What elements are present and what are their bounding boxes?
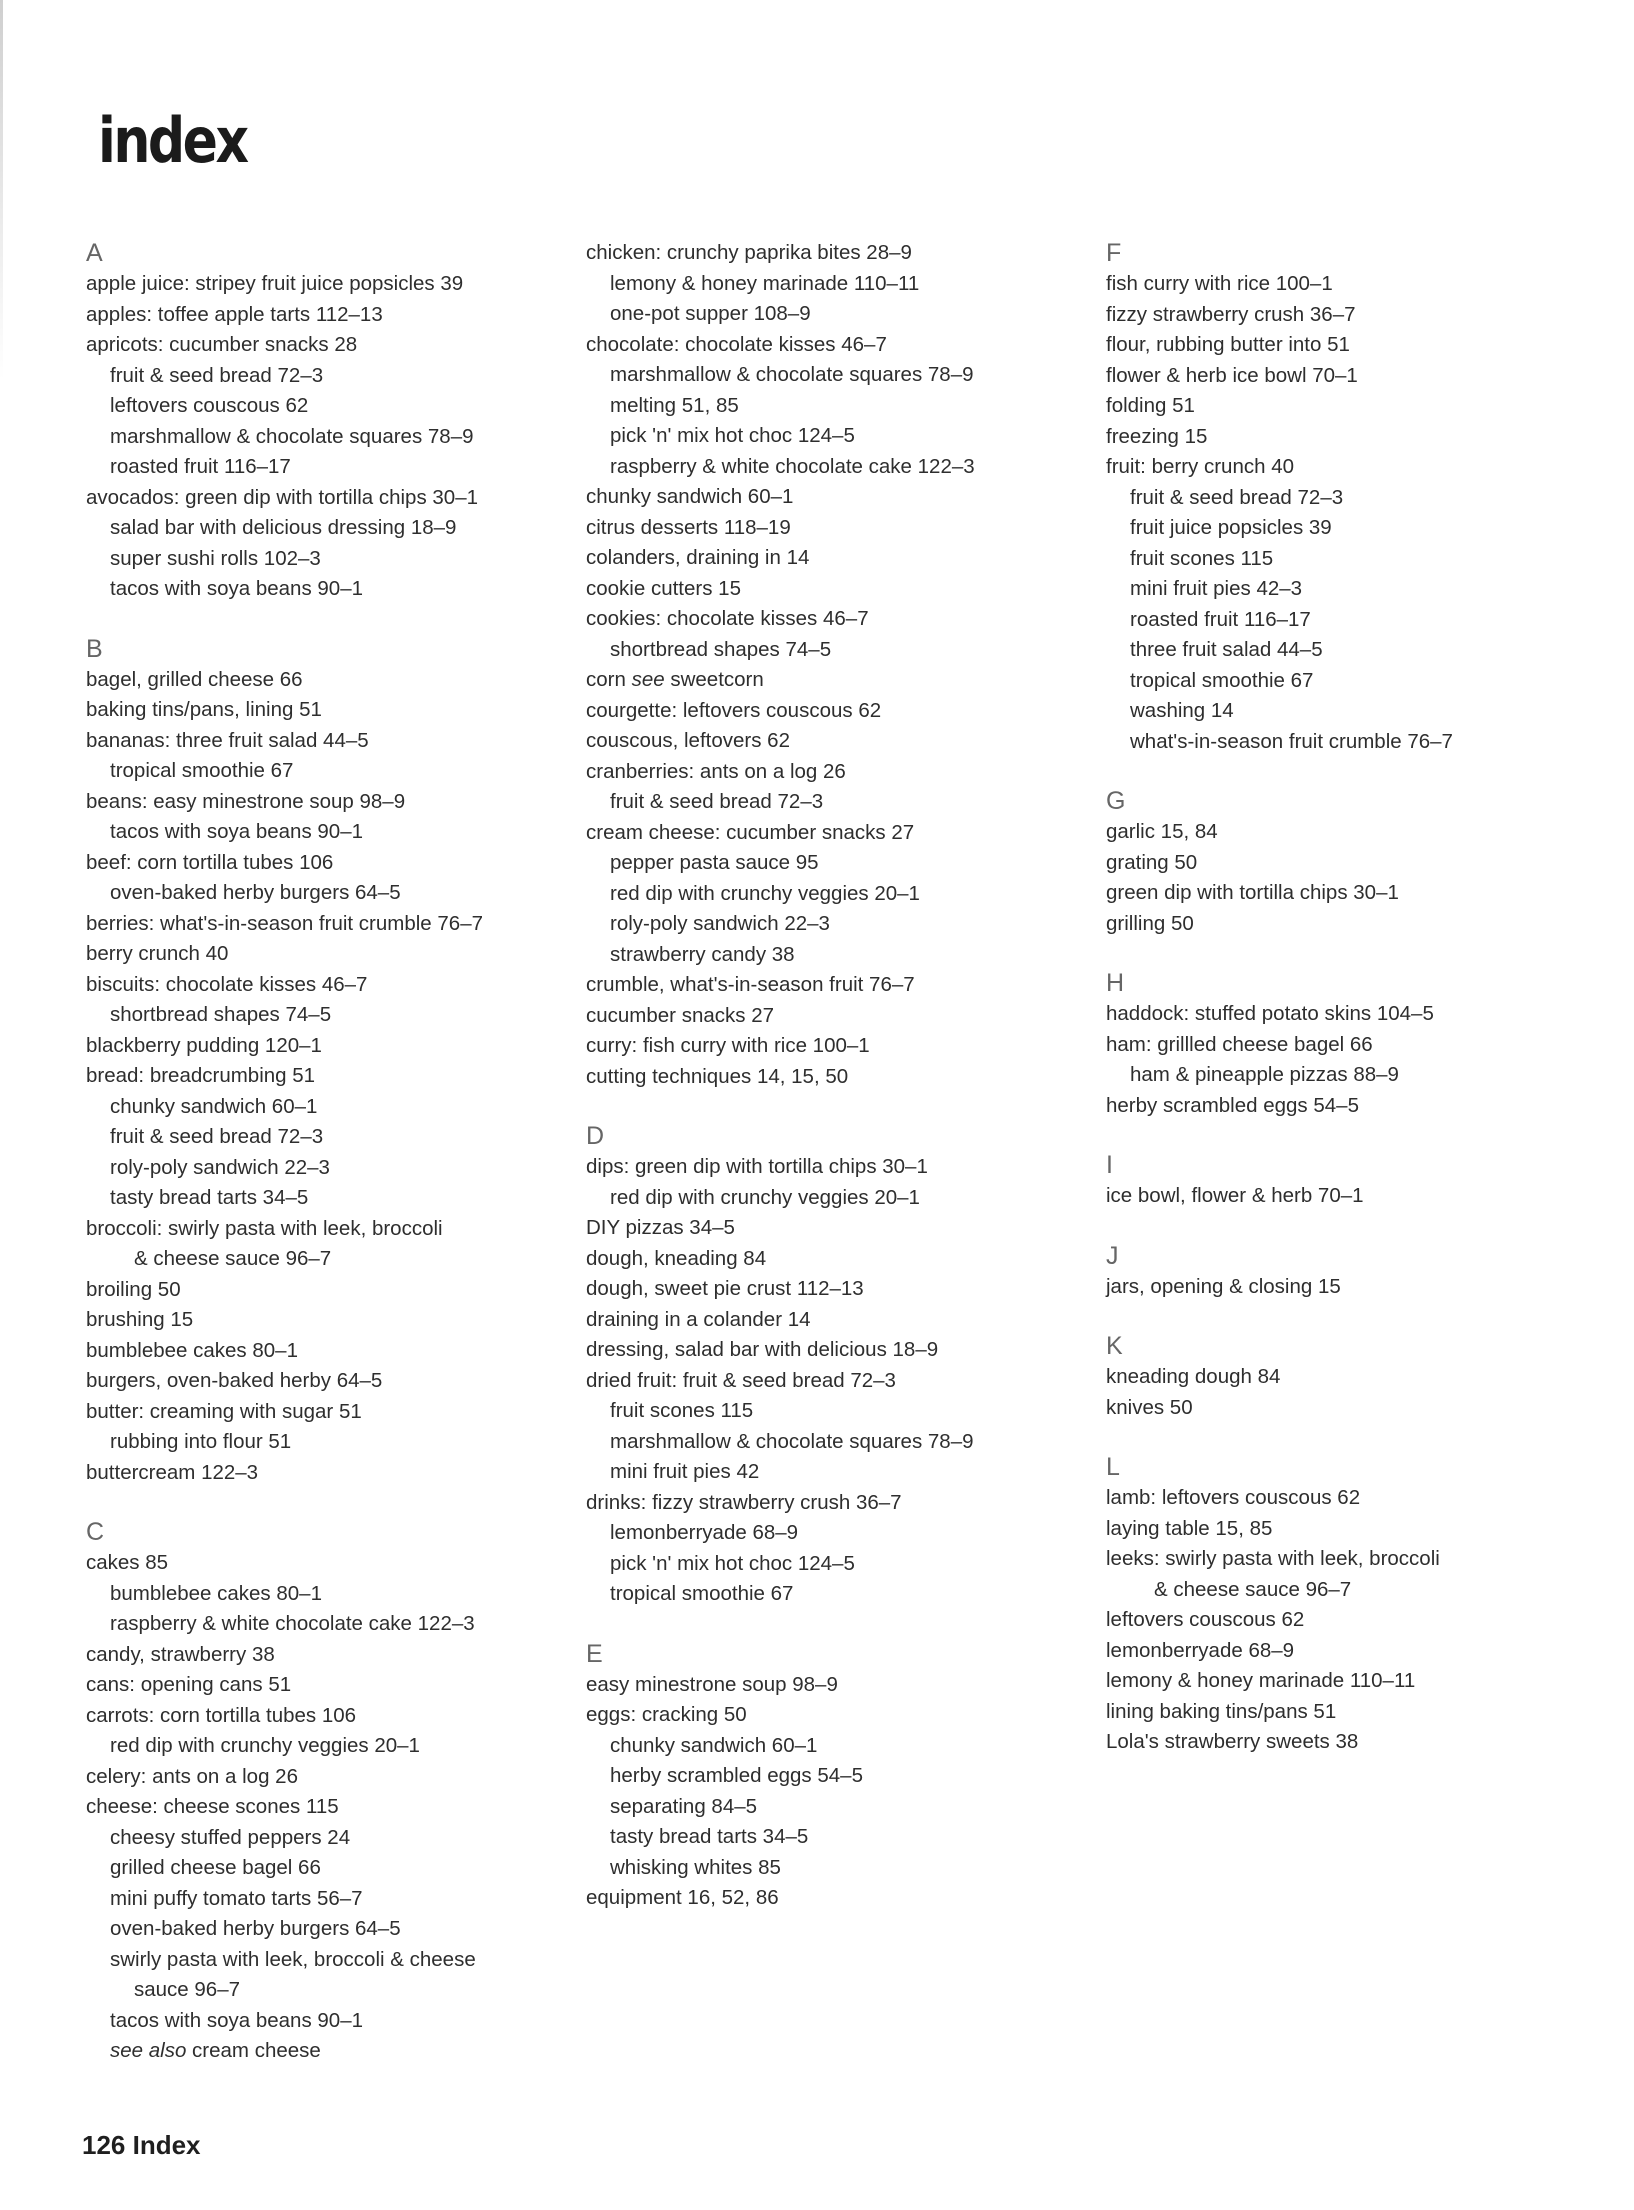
section-letter: E xyxy=(586,1639,603,1668)
index-entry: chunky sandwich 60–1 xyxy=(586,485,794,508)
index-subentry: tacos with soya beans 90–1 xyxy=(110,820,363,843)
index-entry: green dip with tortilla chips 30–1 xyxy=(1106,881,1399,904)
index-subentry: fruit & seed bread 72–3 xyxy=(610,790,824,813)
index-entry: cookie cutters 15 xyxy=(586,576,741,600)
section-letter: K xyxy=(1106,1332,1123,1360)
index-subentry: oven-baked herby burgers 64–5 xyxy=(110,881,401,904)
index-subentry: see also cream cheese xyxy=(110,2039,321,2062)
index-subentry: marshmallow & chocolate squares 78–9 xyxy=(610,1429,974,1453)
index-subentry: fruit scones 115 xyxy=(610,1399,754,1422)
index-subentry: swirly pasta with leek, broccoli & cheese xyxy=(110,1947,476,1971)
section-letter: H xyxy=(1106,969,1125,997)
index-subentry: red dip with crunchy veggies 20–1 xyxy=(610,1185,920,1209)
index-subentry: ham & pineapple pizzas 88–9 xyxy=(1130,1063,1399,1086)
index-entry: lamb: leftovers couscous 62 xyxy=(1106,1486,1361,1509)
index-section xyxy=(586,238,1086,1092)
index-entry: grating 50 xyxy=(1106,850,1198,874)
index-subentry: oven-baked herby burgers 64–5 xyxy=(110,1917,401,1940)
index-section xyxy=(1106,968,1606,1121)
index-subentry: raspberry & white chocolate cake 122–3 xyxy=(610,454,975,478)
index-entry: berry crunch 40 xyxy=(86,942,229,965)
index-entry: couscous, leftovers 62 xyxy=(586,729,790,752)
index-subentry: mini fruit pies 42 xyxy=(610,1460,760,1483)
index-entry: cranberries: ants on a log 26 xyxy=(586,759,846,783)
index-subentry: tropical smoothie 67 xyxy=(1130,668,1314,692)
index-entry: celery: ants on a log 26 xyxy=(86,1764,298,1788)
index-entry: apples: toffee apple tarts 112–13 xyxy=(86,302,383,326)
index-entry: draining in a colander 14 xyxy=(586,1307,811,1331)
section-letter: C xyxy=(86,1518,105,1546)
index-entry: dressing, salad bar with delicious 18–9 xyxy=(586,1338,939,1361)
index-subentry: chunky sandwich 60–1 xyxy=(110,1094,318,1118)
index-subentry: cheesy stuffed peppers 24 xyxy=(110,1825,351,1849)
index-entry: dips: green dip with tortilla chips 30–1 xyxy=(586,1155,928,1178)
index-entry: bagel, grilled cheese 66 xyxy=(86,667,303,691)
index-subentry: salad bar with delicious dressing 18–9 xyxy=(110,516,457,539)
index-entry: folding 51 xyxy=(1106,394,1195,417)
index-entry: cutting techniques 14, 15, 50 xyxy=(586,1064,849,1088)
index-entry: leftovers couscous 62 xyxy=(1106,1608,1305,1631)
index-entry: cucumber snacks 27 xyxy=(586,1003,775,1027)
index-entry: lemonberryade 68–9 xyxy=(1106,1638,1295,1662)
index-subentry: herby scrambled eggs 54–5 xyxy=(610,1764,863,1787)
index-subentry: marshmallow & chocolate squares 78–9 xyxy=(110,424,474,448)
index-entry: garlic 15, 84 xyxy=(1106,820,1218,843)
index-entry: cream cheese: cucumber snacks 27 xyxy=(586,820,915,844)
index-entry: crumble, what's-in-season fruit 76–7 xyxy=(586,973,915,996)
index-entry: freezing 15 xyxy=(1106,424,1208,448)
section-letter: G xyxy=(1106,787,1126,815)
index-section xyxy=(1106,1150,1606,1212)
section-letter: J xyxy=(1106,1241,1119,1270)
section-letter: F xyxy=(1106,239,1122,267)
index-entry: burgers, oven-baked herby 64–5 xyxy=(86,1369,383,1392)
index-subentry: pepper pasta sauce 95 xyxy=(610,851,819,874)
index-section xyxy=(586,1639,1086,1914)
index-section xyxy=(1106,238,1606,757)
index-subentry: roly-poly sandwich 22–3 xyxy=(610,912,830,935)
index-section xyxy=(1106,1452,1606,1758)
index-subentry: fruit & seed bread 72–3 xyxy=(1130,485,1344,509)
index-subentry: roasted fruit 116–17 xyxy=(1130,607,1311,631)
index-entry: butter: creaming with sugar 51 xyxy=(86,1399,362,1423)
index-entry: lemony & honey marinade 110–11 xyxy=(1106,1669,1416,1692)
index-entry: biscuits: chocolate kisses 46–7 xyxy=(86,972,368,996)
index-subentry: strawberry candy 38 xyxy=(610,942,795,966)
index-entry: cans: opening cans 51 xyxy=(86,1673,292,1696)
section-letter: A xyxy=(86,239,103,267)
index-subentry: & cheese sauce 96–7 xyxy=(1154,1577,1352,1601)
section-letter: B xyxy=(86,634,103,663)
index-entry: lining baking tins/pans 51 xyxy=(1106,1699,1337,1723)
index-subentry: tasty bread tarts 34–5 xyxy=(110,1186,309,1209)
index-section xyxy=(86,634,566,1489)
index-entry: broiling 50 xyxy=(86,1277,181,1301)
index-entry: courgette: leftovers couscous 62 xyxy=(586,698,882,722)
index-section xyxy=(586,1121,1086,1610)
index-section xyxy=(1106,1241,1606,1303)
page-title: index xyxy=(98,104,247,177)
index-subentry: raspberry & white chocolate cake 122–3 xyxy=(110,1612,475,1635)
index-entry: flour, rubbing butter into 51 xyxy=(1106,333,1350,356)
index-entry: ice bowl, flower & herb 70–1 xyxy=(1106,1184,1364,1207)
section-letter: D xyxy=(586,1122,605,1150)
index-entry: beans: easy minestrone soup 98–9 xyxy=(86,789,406,813)
index-entry: bread: breadcrumbing 51 xyxy=(86,1064,316,1087)
index-entry: cookies: chocolate kisses 46–7 xyxy=(586,607,869,630)
index-entry: apple juice: stripey fruit juice popsicles 39 xyxy=(86,272,464,295)
index-subentry: roly-poly sandwich 22–3 xyxy=(110,1155,330,1179)
index-subentry: pick 'n' mix hot choc 124–5 xyxy=(610,424,855,447)
index-entry: knives 50 xyxy=(1106,1395,1193,1419)
index-entry: bumblebee cakes 80–1 xyxy=(86,1338,298,1362)
index-entry: eggs: cracking 50 xyxy=(586,1703,747,1726)
index-entry: kneading dough 84 xyxy=(1106,1365,1281,1388)
index-section xyxy=(1106,1331,1606,1423)
index-entry: chicken: crunchy paprika bites 28–9 xyxy=(586,241,912,264)
index-subentry: grilled cheese bagel 66 xyxy=(110,1856,321,1879)
index-entry: drinks: fizzy strawberry crush 36–7 xyxy=(586,1490,902,1514)
index-subentry: fruit & seed bread 72–3 xyxy=(110,1125,324,1148)
index-entry: avocados: green dip with tortilla chips 30–1 xyxy=(86,485,479,509)
index-entry: curry: fish curry with rice 100–1 xyxy=(586,1034,870,1057)
index-subentry: tropical smoothie 67 xyxy=(110,759,294,782)
index-entry: blackberry pudding 120–1 xyxy=(86,1033,322,1057)
index-entry: carrots: corn tortilla tubes 106 xyxy=(86,1703,357,1727)
index-subentry: fruit & seed bread 72–3 xyxy=(110,363,324,387)
index-entry: flower & herb ice bowl 70–1 xyxy=(1106,363,1358,387)
index-entry: candy, strawberry 38 xyxy=(86,1642,275,1666)
index-subentry: three fruit salad 44–5 xyxy=(1130,638,1323,661)
index-subentry: lemonberryade 68–9 xyxy=(610,1521,799,1544)
index-entry: bananas: three fruit salad 44–5 xyxy=(86,728,369,752)
index-entry: chocolate: chocolate kisses 46–7 xyxy=(586,332,887,356)
index-entry: dried fruit: fruit & seed bread 72–3 xyxy=(586,1368,896,1392)
index-subentry: one-pot supper 108–9 xyxy=(610,302,811,325)
index-entry: dough, sweet pie crust 112–13 xyxy=(586,1277,864,1300)
page-footer: 126 Index xyxy=(82,2130,201,2160)
index-entry: baking tins/pans, lining 51 xyxy=(86,698,322,721)
index-subentry: rubbing into flour 51 xyxy=(110,1430,292,1453)
index-subentry: melting 51, 85 xyxy=(610,393,739,417)
index-entry: broccoli: swirly pasta with leek, broccoli xyxy=(86,1216,443,1240)
index-entry: grilling 50 xyxy=(1106,911,1194,935)
index-subentry: marshmallow & chocolate squares 78–9 xyxy=(610,363,974,386)
index-column-1 xyxy=(86,238,566,2096)
index-entry: colanders, draining in 14 xyxy=(586,546,810,569)
index-entry: DIY pizzas 34–5 xyxy=(586,1216,735,1239)
index-section xyxy=(86,1517,566,2067)
index-entry: haddock: stuffed potato skins 104–5 xyxy=(1106,1002,1434,1025)
index-subentry: tacos with soya beans 90–1 xyxy=(110,2008,363,2032)
index-column-2 xyxy=(586,238,1086,1943)
index-subentry: tropical smoothie 67 xyxy=(610,1582,794,1605)
index-subentry: red dip with crunchy veggies 20–1 xyxy=(610,881,920,905)
index-subentry: sauce 96–7 xyxy=(134,1978,241,2001)
index-entry: apricots: cucumber snacks 28 xyxy=(86,333,358,356)
index-subentry: super sushi rolls 102–3 xyxy=(110,546,321,570)
section-letter: L xyxy=(1106,1453,1120,1481)
index-subentry: lemony & honey marinade 110–11 xyxy=(610,271,920,295)
index-entry: equipment 16, 52, 86 xyxy=(586,1886,779,1909)
index-subentry: roasted fruit 116–17 xyxy=(110,455,291,478)
index-entry: corn see sweetcorn xyxy=(586,668,764,691)
index-subentry: & cheese sauce 96–7 xyxy=(134,1247,332,1270)
index-subentry: shortbread shapes 74–5 xyxy=(110,1003,332,1026)
index-entry: laying table 15, 85 xyxy=(1106,1516,1273,1540)
index-entry: herby scrambled eggs 54–5 xyxy=(1106,1093,1359,1117)
index-entry: Lola's strawberry sweets 38 xyxy=(1106,1730,1359,1753)
index-entry: berries: what's-in-season fruit crumble 76–7 xyxy=(86,911,484,935)
index-entry: cheese: cheese scones 115 xyxy=(86,1795,339,1818)
index-entry: jars, opening & closing 15 xyxy=(1106,1274,1341,1298)
index-entry: dough, kneading 84 xyxy=(586,1246,767,1270)
index-section xyxy=(1106,786,1606,939)
section-letter: I xyxy=(1106,1151,1113,1179)
index-entry: fish curry with rice 100–1 xyxy=(1106,272,1333,295)
index-entry: beef: corn tortilla tubes 106 xyxy=(86,850,334,874)
index-subentry: what's-in-season fruit crumble 76–7 xyxy=(1130,729,1453,753)
index-subentry: pick 'n' mix hot choc 124–5 xyxy=(610,1551,855,1575)
index-subentry: red dip with crunchy veggies 20–1 xyxy=(110,1734,420,1757)
index-subentry: mini puffy tomato tarts 56–7 xyxy=(110,1886,363,1910)
index-subentry: bumblebee cakes 80–1 xyxy=(110,1581,322,1605)
index-entry: easy minestrone soup 98–9 xyxy=(586,1672,838,1696)
index-entry: citrus desserts 118–19 xyxy=(586,515,791,539)
index-subentry: mini fruit pies 42–3 xyxy=(1130,577,1303,600)
index-entry: cakes 85 xyxy=(86,1551,169,1574)
index-entry: buttercream 122–3 xyxy=(86,1460,259,1484)
index-subentry: fruit scones 115 xyxy=(1130,546,1274,570)
index-entry: fruit: berry crunch 40 xyxy=(1106,455,1294,478)
index-subentry: tacos with soya beans 90–1 xyxy=(110,577,363,600)
index-subentry: leftovers couscous 62 xyxy=(110,394,309,417)
index-subentry: whisking whites 85 xyxy=(610,1855,781,1879)
index-column-3 xyxy=(1106,238,1606,1787)
index-entry: fizzy strawberry crush 36–7 xyxy=(1106,302,1356,326)
index-subentry: separating 84–5 xyxy=(610,1794,758,1818)
index-subentry: tasty bread tarts 34–5 xyxy=(610,1825,809,1848)
index-entry: brushing 15 xyxy=(86,1308,194,1331)
index-section xyxy=(86,238,566,605)
index-subentry: chunky sandwich 60–1 xyxy=(610,1733,818,1757)
index-subentry: shortbread shapes 74–5 xyxy=(610,637,832,661)
index-subentry: washing 14 xyxy=(1130,699,1234,722)
index-entry: leeks: swirly pasta with leek, broccoli xyxy=(1106,1547,1440,1570)
index-subentry: fruit juice popsicles 39 xyxy=(1130,516,1332,539)
index-entry: ham: grillled cheese bagel 66 xyxy=(1106,1032,1373,1056)
page-edge-shadow xyxy=(0,0,3,380)
